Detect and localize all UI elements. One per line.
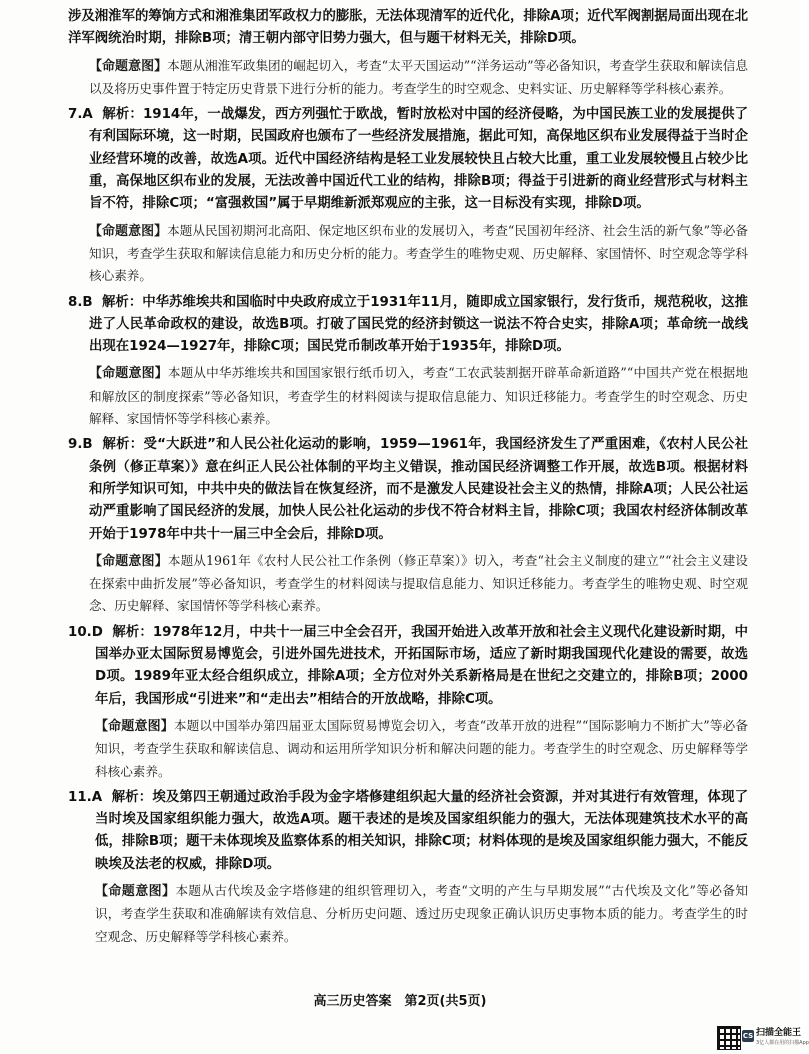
design-intent bbox=[89, 55, 748, 101]
answer-item bbox=[68, 787, 748, 876]
design-intent bbox=[89, 220, 748, 288]
answer-item bbox=[68, 292, 748, 359]
answer-number: 8.B bbox=[68, 294, 93, 310]
page-footer: 高三历史答案 第2页(共5页) bbox=[313, 994, 487, 1009]
design-intent-label: 【命题意图】 bbox=[89, 366, 168, 382]
qr-code-icon bbox=[717, 1026, 741, 1050]
answer-number: 9.B bbox=[68, 437, 93, 453]
design-intent-label: 【命题意图】 bbox=[95, 718, 174, 734]
analysis-label: 解析： bbox=[102, 294, 143, 310]
answer-number: 7.A bbox=[68, 107, 93, 123]
analysis-text: 受“大跃进”和人民公社化运动的影响，1959—1961年，我国经济发生了严重困难，《农村人民公社条例（修正草案）》意在纠正人民公社体制的平均主义错误，推动国民经济调整工作开展，故选B项。根据材料和所学知识可知，中共中央的做法旨在恢复经济，而不是激发人民建设社会主义的热情，排除A项；人民公社运动严重影响了国民经济的发展，加快人民公社化运动的步伐不符合材料主旨，排除C项；我国农村经济体制改革开始于1978年中共十一届三中全会后，排除D项。 bbox=[89, 437, 749, 542]
design-intent bbox=[95, 880, 748, 948]
camscanner-logo-icon: CS bbox=[742, 1032, 754, 1040]
design-intent-text: 本题从1961年《农村人民公社工作条例（修正草案）》切入，考查“社会主义制度的建立”“社会主义建设在探索中曲折发展”等必备知识，考查学生的材料阅读与提取信息能力、知识迁移能力。考查学生的唯物史观、时空观念、历史解释、家国情怀等学科核心素养。 bbox=[89, 552, 748, 614]
scanner-watermark: 扫描全能王 bbox=[756, 1028, 802, 1038]
analysis-text: 1914年，一战爆发，西方列强忙于欧战，暂时放松对中国的经济侵略，为中国民族工业的发展提供了有利国际环境，这一时期，民国政府也颁布了一些经济发展措施，据此可知，高保地区织布业发展得益于当时企业经营环境的改善，故选A项。近代中国经济结构是轻工业发展较快且占较大比重，重工业发展较慢且占较少比重，高保地区织布业的发展，无法改善中国近代工业的结构，排除B项；得益于引进新的商业经营形式与材料主旨不符，排除C项；“富强救国”属于早期维新派郑观应的主张，这一目标没有实现，排除D项。 bbox=[89, 107, 748, 212]
design-intent-text: 本题从中华苏维埃共和国国家银行纸币切入，考查“工农武装割据开辟革命新道路”“中国共产党在根据地和解放区的制度探索”等必备知识，考查学生的材料阅读与提取信息能力、知识迁移能力。考查学生的时空观念、历史解释、家国情怀等学科核心素养。 bbox=[89, 365, 748, 427]
analysis-text: 1978年12月，中共十一届三中全会召开，我国开始进入改革开放和社会主义现代化建设新时期，中国举办亚太国际贸易博览会，引进外国先进技术，开拓国际市场，适应了新时期我国现代化建设的需要，故选D项。1989年亚太经合组织成立，排除A项；全方位对外关系新格局是在世纪之交建立的，排除B项；2000年后，我国形成“引进来”和“走出去”相结合的开放战略，排除C项。 bbox=[95, 624, 749, 707]
design-intent-label: 【命题意图】 bbox=[89, 553, 168, 569]
answer-content bbox=[68, 6, 748, 952]
design-intent-label: 【命题意图】 bbox=[95, 883, 176, 899]
analysis-text: 中华苏维埃共和国临时中央政府成立于1931年11月，随即成立国家银行，发行货币，规范税收，这推进了人民革命政权的建设，故选B项。打破了国民党的经济封锁这一说法不符合史实，排除A项；革命统一战线出现在1924—1927年，排除C项；国民党币制改革开始于1935年，排除D项。 bbox=[89, 294, 749, 355]
design-intent-text: 本题从古代埃及金字塔修建的组织管理切入，考查“文明的产生与早期发展”“古代埃及文化”等必备知识，考查学生获取和准确解读有效信息、分析历史问题、透过历史现象正确认识历史事物本质的能力。考查学生的时空观念、历史解释等学科核心素养。 bbox=[95, 882, 748, 944]
scanner-watermark-sub: 3亿人都在用的扫描App bbox=[756, 1040, 809, 1046]
design-intent bbox=[89, 362, 748, 430]
design-intent-label: 【命题意图】 bbox=[89, 223, 168, 239]
design-intent-label: 【命题意图】 bbox=[89, 58, 168, 74]
analysis-text: 埃及第四王朝通过政治手段为金字塔修建组织起大量的经济社会资源，并对其进行有效管理，体现了当时埃及国家组织能力强大，故选A项。题干表述的是埃及国家组织能力的强大，无法体现建筑技术水平的高低，排除B项；题干未体现埃及监察体系的相关知识，排除C项；材料体现的是埃及国家组织能力强大，不能反映埃及法老的权威，排除D项。 bbox=[95, 789, 748, 872]
design-intent bbox=[89, 550, 748, 618]
design-intent bbox=[95, 715, 748, 783]
analysis-label: 解析： bbox=[112, 624, 153, 640]
analysis-label: 解析： bbox=[102, 107, 143, 123]
answer-number: 11.A bbox=[68, 789, 103, 805]
answer-item bbox=[68, 104, 748, 215]
answer-continuation: 涉及湘淮军的筹饷方式和湘淮集团军政权力的膨胀，无法体现清军的近代化，排除A项；近代军阀割据局面出现在北洋军阀统治时期，排除B项；清王朝内部守旧势力强大，但与题干材料无关，排除D项。 bbox=[68, 9, 748, 47]
answer-item bbox=[68, 434, 748, 545]
design-intent-text: 本题从民国初期河北高阳、保定地区织布业的发展切入，考查“民国初年经济、社会生活的新气象”等必备知识，考查学生获取和解读信息能力和历史分析的能力。考查学生的唯物史观、历史解释、家国情怀、时空观念等学科核心素养。 bbox=[89, 222, 748, 284]
design-intent-text: 本题以中国举办第四届亚太国际贸易博览会切入，考查“改革开放的进程”“国际影响力不断扩大”等必备知识，考查学生获取和解读信息、调动和运用所学知识分析和解决问题的能力。考查学生的时空观念、历史解释等学科核心素养。 bbox=[95, 717, 748, 779]
analysis-label: 解析： bbox=[102, 437, 144, 453]
answer-number: 10.D bbox=[68, 624, 103, 640]
answer-item bbox=[68, 622, 748, 711]
analysis-label: 解析： bbox=[111, 789, 153, 805]
design-intent-text: 本题从湘淮军政集团的崛起切入，考查“太平天国运动”“洋务运动”等必备知识，考查学生获取和解读信息以及将历史事件置于特定历史背景下进行分析的能力。考查学生的时空观念、史料实证、历史解释等学科核心素养。 bbox=[89, 57, 748, 96]
